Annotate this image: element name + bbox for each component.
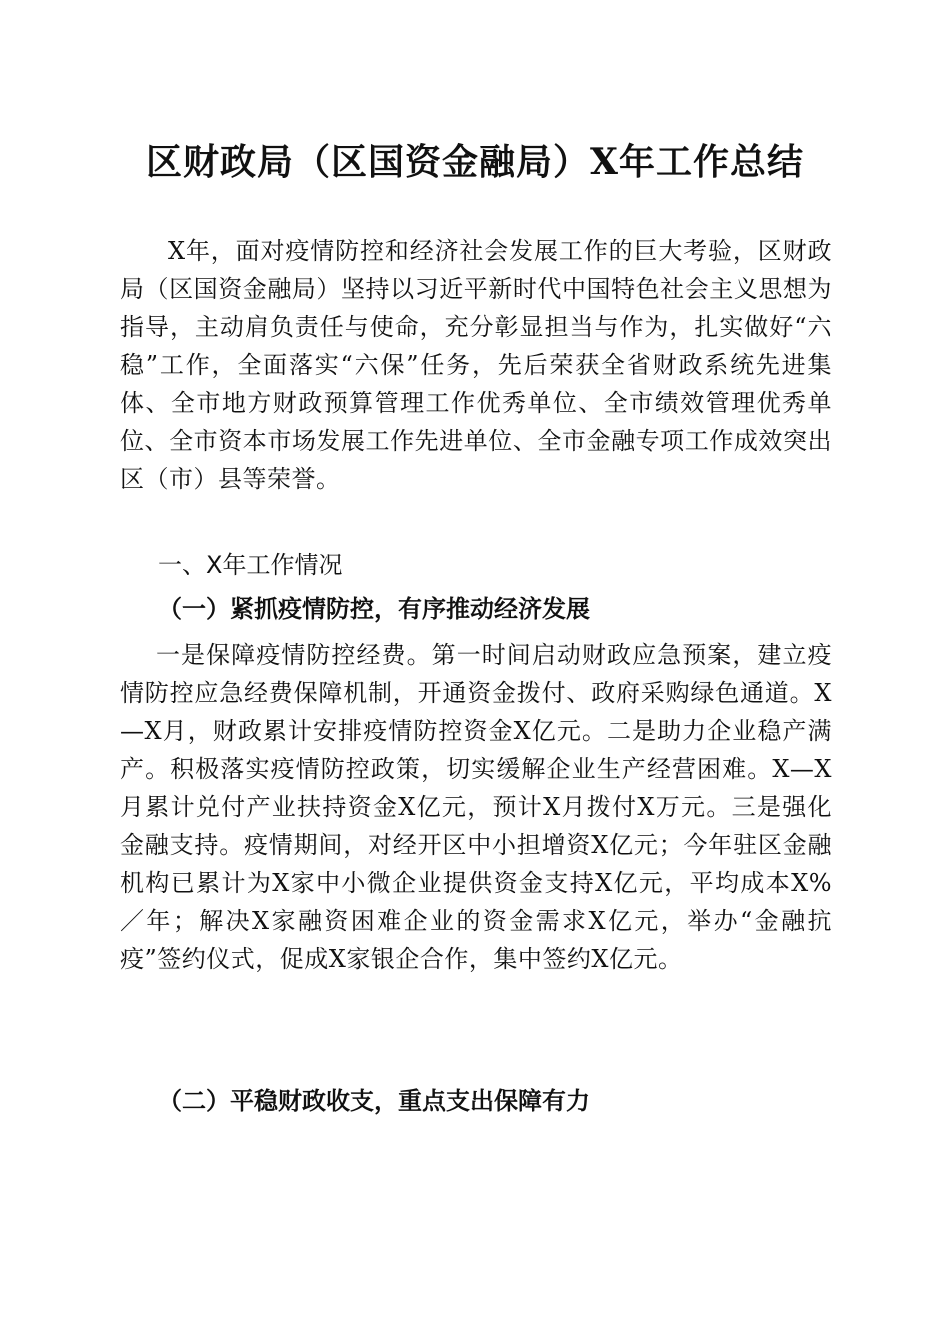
section-heading-work-status: 一、X年工作情况	[158, 551, 343, 579]
epidemic-paragraph: 一是保障疫情防控经费。第一时间启动财政应急预案，建立疫情防控应急经费保障机制，开通资金拨付、政府采购绿色通道。X—X月，财政累计安排疫情防控资金X亿元。二是助力企业稳产满产。积极落实疫情防控政策，切实缓解企业生产经营困难。X—X月累计兑付产业扶持资金X亿元，预计X月拨付X万元。三是强化金融支持。疫情期间，对经开区中小担增资X亿元；今年驻区金融机构已累计为X家中小微企业提供资金支持X亿元，平均成本X%／年；解决X家融资困难企业的资金需求X亿元，举办“金融抗疫”签约仪式，促成X家银企合作，集中签约X亿元。	[120, 641, 832, 973]
document-title: 区财政局（区国资金融局）X年工作总结	[146, 141, 804, 183]
intro-paragraph: X年，面对疫情防控和经济社会发展工作的巨大考验，区财政局（区国资金融局）坚持以习近平新时代中国特色社会主义思想为指导，主动肩负责任与使命，充分彰显担当与作为，扎实做好“六稳”工作，全面落实“六保”任务，先后荣获全省财政系统先进集体、全市地方财政预算管理工作优秀单位、全市绩效管理优秀单位、全市资本市场发展工作先进单位、全市金融专项工作成效突出区（市）县等荣誉。	[120, 237, 832, 493]
subsection-heading-epidemic: （一）紧抓疫情防控，有序推动经济发展	[158, 594, 590, 623]
subsection-heading-fiscal: （二）平稳财政收支，重点支出保障有力	[158, 1086, 590, 1115]
